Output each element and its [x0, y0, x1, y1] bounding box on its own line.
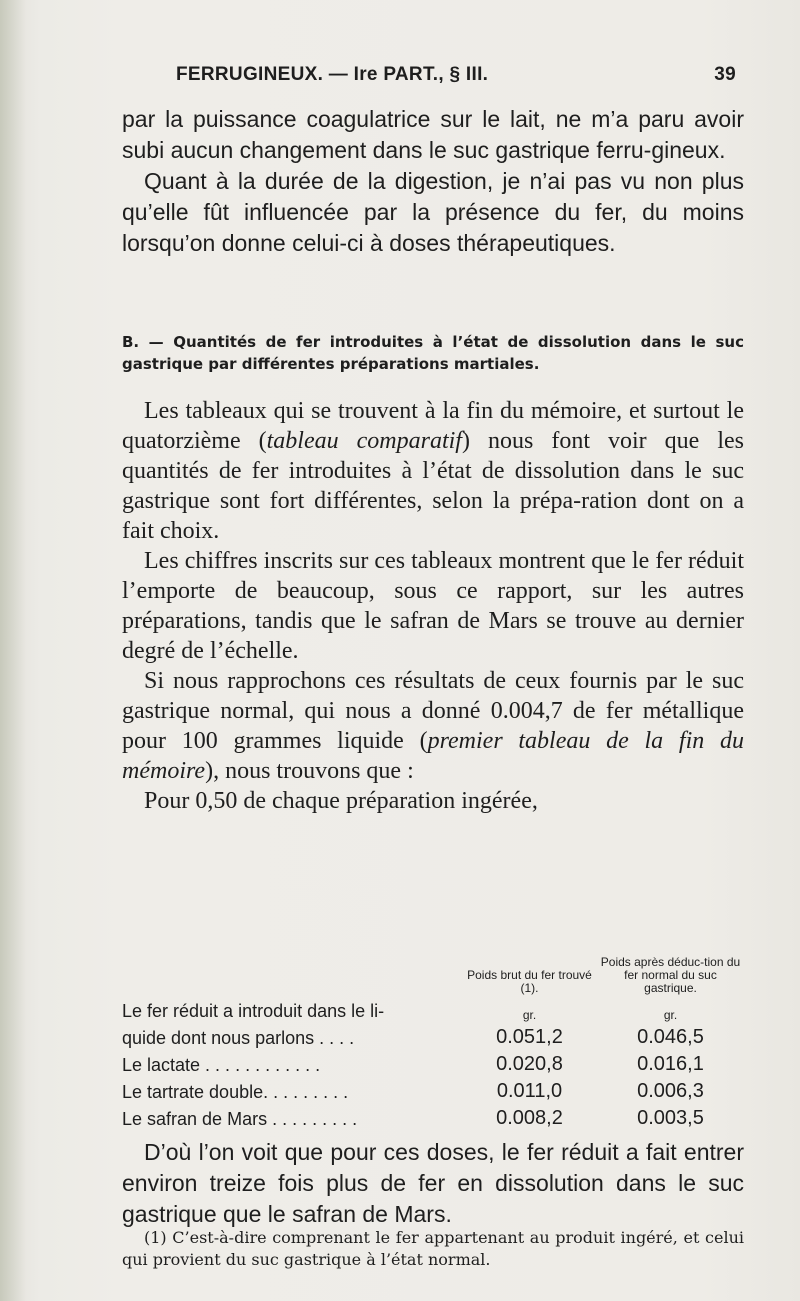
footnote: (1) C’est-à-dire comprenant le fer appartenant au produit ingéré, et celui qui provient du suc gastrique à l’état normal. [122, 1228, 744, 1269]
intro-paragraph-2: Quant à la durée de la digestion, je n’ai pas vu non plus qu’elle fût influencée par la présence du fer, du moins lorsqu’on donne celui-ci à doses thérapeutiques. [122, 168, 744, 256]
body-paragraph-3: Si nous rapprochons ces résultats de ceux fournis par le suc gastrique normal, qui nous a donné 0.004,7 de fer métallique pour 100 grammes liquide (premier tableau de la fin du mémoire), nous trouvons que : [122, 668, 744, 784]
value-net: 0.006,3 [637, 1080, 704, 1102]
row-label: Le lactate . . . . . . . . . . . . [122, 1055, 321, 1075]
body-paragraph-2: Les chiffres inscrits sur ces tableaux montrent que le fer réduit l’emporte de beaucoup, sous ce rapport, sur les autres préparations, tandis que le safran de Mars se trouve au dernier degré de l’échelle. [122, 548, 744, 664]
value-net: 0.046,5 [637, 1026, 704, 1048]
table-row [122, 1076, 744, 1103]
row-label: Le tartrate double. . . . . . . . . [122, 1082, 349, 1102]
unit-label: gr. [663, 1008, 678, 1022]
value-brut: 0.008,2 [496, 1107, 563, 1129]
running-head [176, 64, 736, 86]
table-row [122, 1103, 744, 1130]
row-label: quide dont nous parlons . . . . [122, 1028, 355, 1048]
body-paragraph-1: Les tableaux qui se trouvent à la fin du mémoire, et surtout le quatorzième (tableau comparatif) nous font voir que les quantités de fer introduites à l’état de dissolution dans le suc gastrique sont fort différentes, selon la prépa-ration dont on a fait choix. [122, 398, 745, 544]
intro-paragraph-1: par la puissance coagulatrice sur le lait, ne m’a paru avoir subi aucun changement dans le suc gastrique ferru-gineux. [122, 106, 744, 163]
value-brut: 0.051,2 [496, 1026, 563, 1048]
value-brut: 0.011,0 [496, 1080, 563, 1102]
results-table [122, 956, 744, 1130]
table-row [122, 1049, 744, 1076]
section-heading: B. — Quantités de fer introduites à l’état de dissolution dans le suc gastrique par différentes préparations martiales. [122, 333, 744, 373]
page-edge-stain [0, 0, 26, 1301]
row-label: Le safran de Mars . . . . . . . . . [122, 1109, 358, 1129]
value-net: 0.016,1 [637, 1053, 704, 1075]
value-net: 0.003,5 [637, 1107, 704, 1129]
page-number: 39 [714, 64, 736, 85]
header-poids-brut: Poids brut du fer trouvé (1). [467, 968, 592, 995]
table-header-row [122, 956, 744, 995]
table-row [122, 1022, 744, 1049]
emphasis-premier-tableau: premier tableau de la fin du mémoire [122, 728, 744, 784]
body-text [122, 396, 744, 816]
conclusion-text [122, 1137, 744, 1230]
body-paragraph-4: Pour 0,50 de chaque préparation ingérée, [144, 788, 538, 814]
header-poids-apres-deduction: Poids après déduc-tion du fer normal du suc gastrique. [600, 955, 741, 995]
table-row [122, 995, 744, 1022]
running-title: FERRUGINEUX. — Ire PART., § III. [176, 64, 489, 85]
row-label-line: Le fer réduit a introduit dans le li- [122, 1001, 385, 1021]
conclusion-paragraph: D’où l’on voit que pour ces doses, le fer réduit a fait entrer environ treize fois plus de fer en dissolution dans le suc gastrique que le safran de Mars. [122, 1139, 744, 1227]
intro-text [122, 104, 744, 259]
value-brut: 0.020,8 [496, 1053, 563, 1075]
unit-label: gr. [522, 1008, 537, 1022]
emphasis-tableau-comparatif: tableau comparatif [266, 428, 462, 454]
